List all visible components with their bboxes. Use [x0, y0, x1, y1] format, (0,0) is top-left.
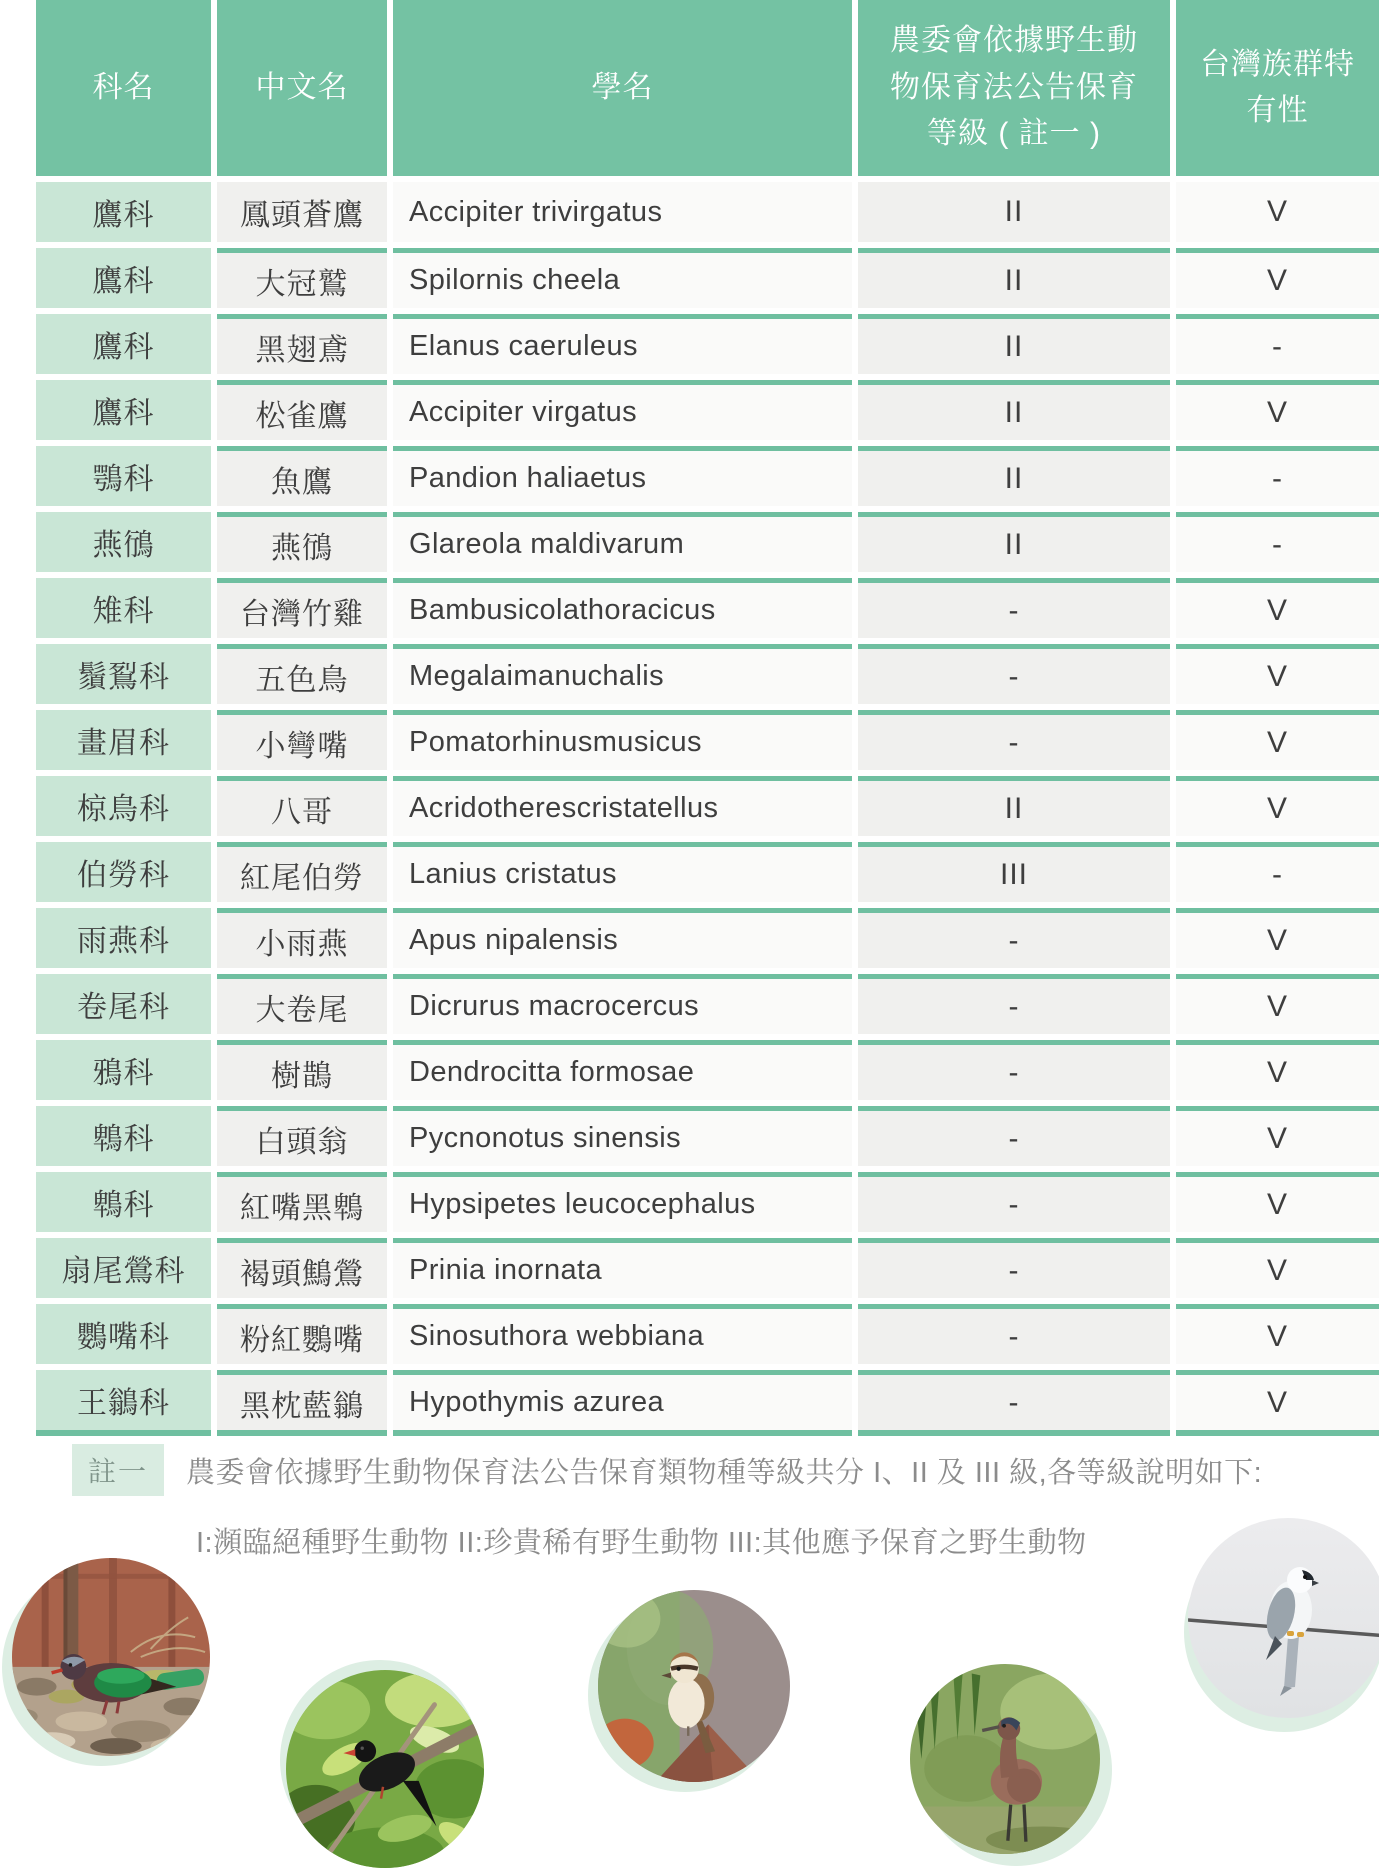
cell-chinese-name: 粉紅鸚嘴 — [217, 1304, 387, 1364]
cell-endemism: V — [1176, 644, 1379, 704]
cell-conservation-level: II — [858, 512, 1170, 572]
cell-family: 鵯科 — [36, 1106, 211, 1166]
cell-scientific-name: Bambusicolathoracicus — [393, 578, 852, 638]
cell-endemism: V — [1176, 1040, 1379, 1100]
cell-endemism: V — [1176, 248, 1379, 308]
cell-chinese-name: 紅嘴黑鵯 — [217, 1172, 387, 1232]
cell-endemism: V — [1176, 710, 1379, 770]
header-taiwan-endemism: 台灣族群特有性 — [1176, 0, 1379, 176]
black-bulbul-illustration — [286, 1670, 484, 1868]
cell-endemism: - — [1176, 512, 1379, 572]
cell-conservation-level: - — [858, 1370, 1170, 1436]
cell-endemism: - — [1176, 842, 1379, 902]
cell-endemism: V — [1176, 1370, 1379, 1436]
cell-scientific-name: Prinia inornata — [393, 1238, 852, 1298]
cell-endemism: - — [1176, 314, 1379, 374]
cell-chinese-name: 大冠鷲 — [217, 248, 387, 308]
footnote-tag: 註一 — [72, 1444, 164, 1496]
cell-chinese-name: 紅尾伯勞 — [217, 842, 387, 902]
cell-endemism: V — [1176, 1238, 1379, 1298]
cell-family: 鷹科 — [36, 182, 211, 242]
cell-chinese-name: 褐頭鷦鶯 — [217, 1238, 387, 1298]
footnote-line1: 農委會依據野生動物保育法公告保育類物種等級共分 I、II 及 III 級,各等級說明如下: — [186, 1456, 1263, 1489]
cell-chinese-name: 五色鳥 — [217, 644, 387, 704]
species-table — [36, 0, 1379, 1436]
cell-conservation-level: - — [858, 974, 1170, 1034]
cell-endemism: V — [1176, 578, 1379, 638]
cell-chinese-name: 八哥 — [217, 776, 387, 836]
header-conservation-level: 農委會依據野生動物保育法公告保育等級 ( 註一 ) — [858, 0, 1170, 176]
cell-scientific-name: Apus nipalensis — [393, 908, 852, 968]
cell-family: 鷹科 — [36, 380, 211, 440]
cell-scientific-name: Pycnonotus sinensis — [393, 1106, 852, 1166]
header-chinese-name: 中文名 — [217, 0, 387, 176]
cell-family: 畫眉科 — [36, 710, 211, 770]
cell-family: 椋鳥科 — [36, 776, 211, 836]
cell-chinese-name: 黑枕藍鶲 — [217, 1370, 387, 1436]
cell-scientific-name: Hypsipetes leucocephalus — [393, 1172, 852, 1232]
cell-family: 鶚科 — [36, 446, 211, 506]
cell-family: 鴉科 — [36, 1040, 211, 1100]
cell-family: 鷹科 — [36, 314, 211, 374]
cell-chinese-name: 鳳頭蒼鷹 — [217, 182, 387, 242]
cell-scientific-name: Acridotherescristatellus — [393, 776, 852, 836]
cell-scientific-name: Accipiter trivirgatus — [393, 182, 852, 242]
footnote-line2: I:瀕臨絕種野生動物 II:珍貴稀有野生動物 III:其他應予保育之野生動物 — [196, 1527, 1087, 1559]
cell-family: 扇尾鶯科 — [36, 1238, 211, 1298]
cell-endemism: V — [1176, 1304, 1379, 1364]
cell-conservation-level: - — [858, 710, 1170, 770]
cell-family: 王鶲科 — [36, 1370, 211, 1436]
cell-chinese-name: 松雀鷹 — [217, 380, 387, 440]
bird-photo-brown-shrike — [598, 1590, 790, 1782]
cell-endemism: V — [1176, 1172, 1379, 1232]
cell-conservation-level: - — [858, 908, 1170, 968]
cell-scientific-name: Lanius cristatus — [393, 842, 852, 902]
cell-family: 雉科 — [36, 578, 211, 638]
cell-scientific-name: Spilornis cheela — [393, 248, 852, 308]
footnote — [72, 1444, 1362, 1561]
cell-family: 伯勞科 — [36, 842, 211, 902]
cell-endemism: V — [1176, 908, 1379, 968]
cell-conservation-level: - — [858, 1304, 1170, 1364]
cell-conservation-level: - — [858, 644, 1170, 704]
bird-photo-black-winged-kite — [1188, 1518, 1379, 1718]
cell-scientific-name: Hypothymis azurea — [393, 1370, 852, 1436]
cell-endemism: V — [1176, 776, 1379, 836]
bird-photo-emerald-dove — [12, 1558, 210, 1756]
cell-family: 鸚嘴科 — [36, 1304, 211, 1364]
cell-conservation-level: II — [858, 314, 1170, 374]
cell-conservation-level: - — [858, 1238, 1170, 1298]
black-winged-kite-illustration — [1188, 1518, 1379, 1718]
cell-scientific-name: Pomatorhinusmusicus — [393, 710, 852, 770]
cell-scientific-name: Megalaimanuchalis — [393, 644, 852, 704]
cell-family: 鷹科 — [36, 248, 211, 308]
cell-chinese-name: 燕鴴 — [217, 512, 387, 572]
cell-scientific-name: Dendrocitta formosae — [393, 1040, 852, 1100]
cell-family: 燕鴴 — [36, 512, 211, 572]
cell-chinese-name: 小彎嘴 — [217, 710, 387, 770]
cell-chinese-name: 樹鵲 — [217, 1040, 387, 1100]
cell-scientific-name: Accipiter virgatus — [393, 380, 852, 440]
cell-endemism: V — [1176, 380, 1379, 440]
cell-conservation-level: II — [858, 182, 1170, 242]
cell-scientific-name: Sinosuthora webbiana — [393, 1304, 852, 1364]
cell-family: 鵯科 — [36, 1172, 211, 1232]
cell-conservation-level: - — [858, 1040, 1170, 1100]
cell-conservation-level: II — [858, 248, 1170, 308]
cell-family: 雨燕科 — [36, 908, 211, 968]
cell-scientific-name: Pandion haliaetus — [393, 446, 852, 506]
cell-family: 鬚鴷科 — [36, 644, 211, 704]
bird-photo-malayan-night-heron — [910, 1664, 1100, 1854]
cell-scientific-name: Elanus caeruleus — [393, 314, 852, 374]
cell-scientific-name: Glareola maldivarum — [393, 512, 852, 572]
cell-conservation-level: II — [858, 380, 1170, 440]
cell-family: 卷尾科 — [36, 974, 211, 1034]
cell-conservation-level: II — [858, 776, 1170, 836]
cell-conservation-level: - — [858, 578, 1170, 638]
cell-conservation-level: - — [858, 1172, 1170, 1232]
cell-endemism: V — [1176, 182, 1379, 242]
cell-chinese-name: 白頭翁 — [217, 1106, 387, 1166]
cell-chinese-name: 台灣竹雞 — [217, 578, 387, 638]
cell-chinese-name: 魚鷹 — [217, 446, 387, 506]
cell-chinese-name: 小雨燕 — [217, 908, 387, 968]
bird-photo-black-bulbul — [286, 1670, 484, 1868]
cell-chinese-name: 大卷尾 — [217, 974, 387, 1034]
cell-endemism: V — [1176, 1106, 1379, 1166]
cell-endemism: V — [1176, 974, 1379, 1034]
cell-conservation-level: II — [858, 446, 1170, 506]
cell-endemism: - — [1176, 446, 1379, 506]
header-family: 科名 — [36, 0, 211, 176]
brown-shrike-illustration — [598, 1590, 790, 1782]
cell-conservation-level: - — [858, 1106, 1170, 1166]
malayan-night-heron-illustration — [910, 1664, 1100, 1854]
cell-conservation-level: III — [858, 842, 1170, 902]
emerald-dove-illustration — [12, 1558, 210, 1756]
cell-scientific-name: Dicrurus macrocercus — [393, 974, 852, 1034]
cell-chinese-name: 黑翅鳶 — [217, 314, 387, 374]
header-scientific-name: 學名 — [393, 0, 852, 176]
